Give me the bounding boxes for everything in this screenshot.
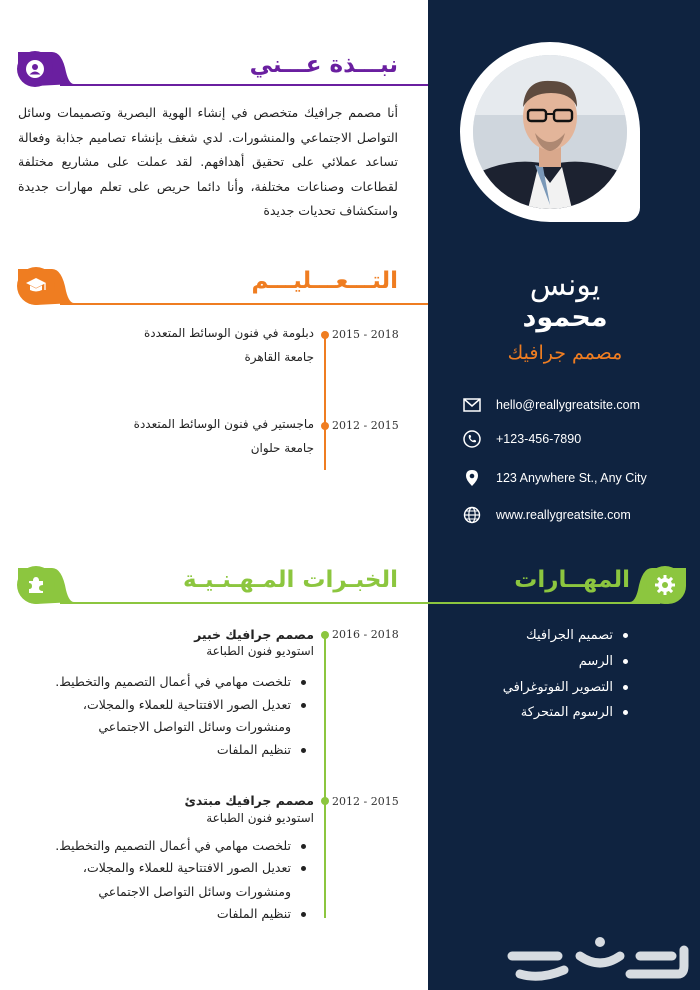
skills-title: المهــارات [514, 567, 630, 593]
haraj-watermark-logo [500, 930, 690, 986]
experience-position: مصمم جرافيك خبير [194, 627, 314, 642]
education-degree: ماجستير في فنون الوسائط المتعددة [133, 417, 314, 431]
experience-company: استوديو فنون الطباعة [206, 644, 314, 658]
experience-date: 2012 - 2015 [332, 795, 399, 808]
puzzle-icon [17, 566, 55, 604]
experience-bullet: تعديل الصور الافتتاحية للعملاء والمجلات، [83, 697, 306, 712]
contact-website[interactable]: www.reallygreatsite.com [462, 504, 631, 526]
experience-bullet: تلخصت مهامي في أعمال التصميم والتخطيط. [55, 674, 306, 689]
experience-bullet: تلخصت مهامي في أعمال التصميم والتخطيط. [55, 838, 306, 853]
timeline-dot [321, 631, 329, 639]
experience-date: 2016 - 2018 [332, 628, 399, 641]
location-pin-icon [462, 468, 482, 488]
contact-phone[interactable]: +123-456-7890 [462, 428, 581, 450]
experience-title: الخبـرات المـهـنـيـة [183, 567, 398, 593]
experience-company: استوديو فنون الطباعة [206, 811, 314, 825]
timeline-dot [321, 797, 329, 805]
education-school: جامعة حلوان [250, 441, 314, 455]
globe-icon [462, 505, 482, 525]
profile-photo [473, 55, 627, 209]
experience-position: مصمم جرافيك مبتدئ [184, 793, 314, 808]
education-school: جامعة القاهرة [244, 350, 314, 364]
skill-item: الرسم [579, 654, 628, 669]
skill-item: التصوير الفوتوغرافي [503, 680, 628, 695]
timeline-dot [321, 422, 329, 430]
education-degree: دبلومة في فنون الوسائط المتعددة [144, 326, 314, 340]
mail-icon [462, 395, 482, 415]
experience-divider [60, 602, 660, 604]
first-name: يونس [529, 268, 601, 303]
contact-email[interactable]: hello@reallygreatsite.com [462, 394, 640, 416]
education-title: التـــعـــليـــم [251, 268, 398, 294]
profile-photo-frame [460, 42, 640, 230]
about-divider [60, 84, 428, 86]
graduation-cap-icon [17, 267, 55, 305]
experience-bullet-continued: ومنشورات وسائل التواصل الاجتماعي [98, 884, 291, 899]
about-text: أنا مصمم جرافيك متخصص في إنشاء الهوية البصرية وتصميمات وسائل التواصل الاجتماعي والمنشورات. لدي شغف بإنشاء تصاميم جذابة وفعالة تساعد عملائي على تحقيق أهدافهم. لقد عملت على مشاريع مختلفة لقطاعات وصناعات مختلفة، وأنا دائما حريص على تعلم مهارات جديدة واستكشاف تحديات جديدة [18, 105, 398, 218]
experience-bullet: تنظيم الملفات [217, 742, 306, 757]
phone-icon [462, 429, 482, 449]
timeline-dot [321, 331, 329, 339]
experience-timeline [324, 634, 326, 918]
contact-address: 123 Anywhere St., Any City [462, 467, 647, 489]
user-icon [17, 51, 53, 87]
job-title: مصمم جرافيك [507, 342, 623, 364]
experience-bullet: تنظيم الملفات [217, 906, 306, 921]
education-date: 2012 - 2015 [332, 419, 399, 432]
experience-bullet: تعديل الصور الافتتاحية للعملاء والمجلات، [83, 860, 306, 875]
about-title: نبـــذة عـــني [249, 52, 398, 78]
education-date: 2015 - 2018 [332, 328, 399, 341]
skill-item: تصميم الجرافيك [526, 628, 628, 643]
education-divider [60, 303, 428, 305]
last-name: محمود [522, 302, 608, 333]
education-timeline [324, 334, 326, 470]
experience-bullet-continued: ومنشورات وسائل التواصل الاجتماعي [98, 719, 291, 734]
skill-item: الرسوم المتحركة [521, 705, 628, 720]
gear-icon [646, 566, 684, 604]
